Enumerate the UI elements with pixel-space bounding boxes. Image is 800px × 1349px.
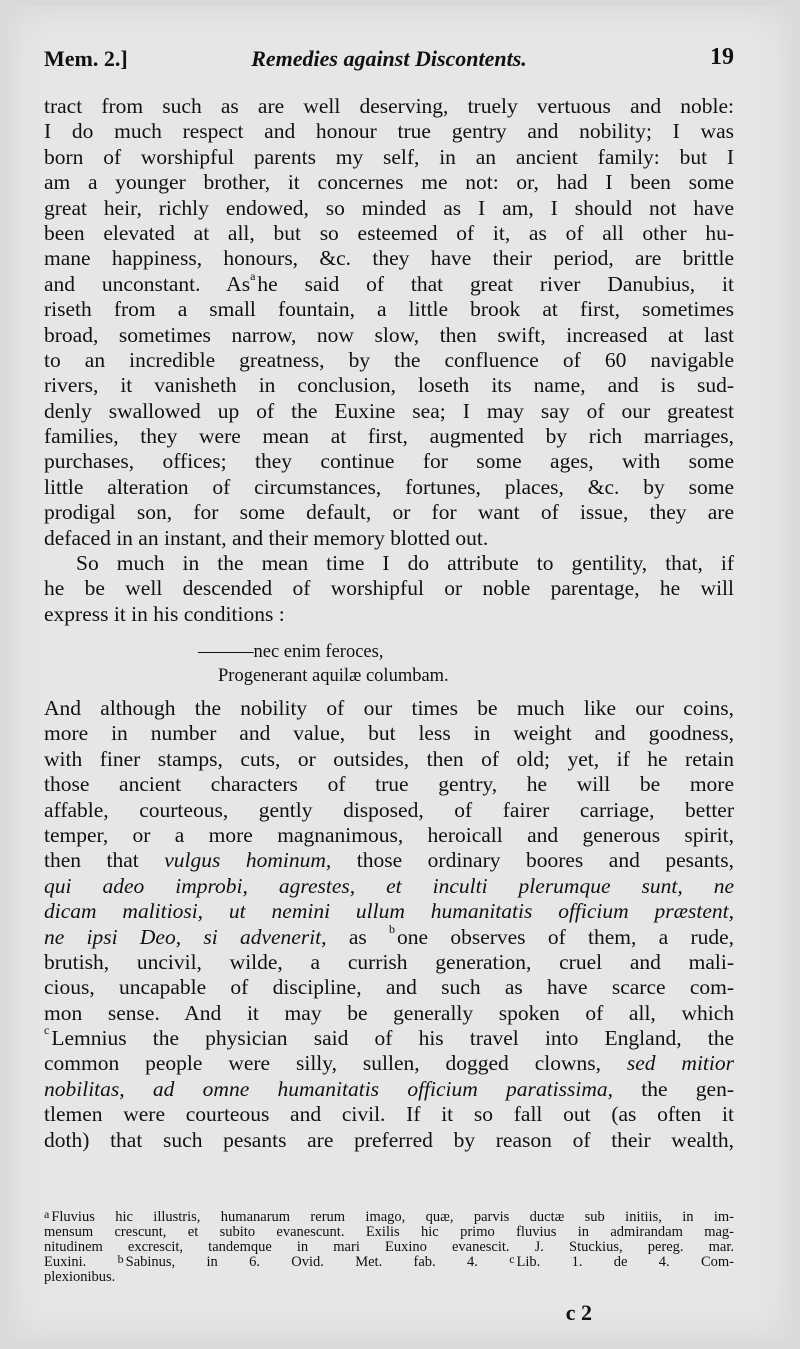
text-fragment: and unconstant.	[44, 271, 201, 296]
text-line: defaced in an instant, and their memory blotted out.	[44, 525, 489, 550]
text-line: temper, or a more magnanimous, heroicall and generous spirit,	[44, 822, 734, 847]
footnote-mark-b: b	[389, 921, 396, 936]
text-line: And although the nobility of our times be much like our coins,	[44, 696, 734, 720]
text-line	[44, 874, 734, 899]
text-line: riseth from a small fountain, a little brook at first, sometimes	[44, 297, 734, 322]
text-fragment: the gen-	[641, 1076, 735, 1101]
text-line: rivers, it vanisheth in conclusion, loseth its name, and is sud-	[44, 373, 734, 398]
text-fragment: Fluvius hic illustris, humanarum rerum imago, quæ, parvis ductæ sub initiis, in im-	[51, 1209, 734, 1225]
text-fragment: as	[348, 924, 367, 949]
latin-phrase: dicam malitiosi, ut nemini ullum humanitatis officium præstent,	[44, 899, 734, 924]
text-line: prodigal son, for some default, or for want of issue, they are	[44, 500, 734, 525]
text-line	[44, 1051, 734, 1076]
latin-phrase: sed mitior	[626, 1051, 734, 1076]
text-line: brutish, uncivil, wilde, a currish generation, cruel and mali-	[44, 949, 734, 974]
text-line: to an incredible greatness, by the confluence of 60 navigable	[44, 347, 734, 372]
footnote-mark-c: c	[509, 1252, 515, 1266]
footnote-mark-b: b	[117, 1252, 124, 1266]
footnote-mark-a: a	[250, 268, 256, 283]
text-fragment: Lemnius the physician said of his travel into England, the	[51, 1026, 734, 1051]
text-line: been elevated at all, but so esteemed of it, as of all other hu-	[44, 220, 734, 245]
text-line: little alteration of circumstances, fortunes, places, &c. by some	[44, 474, 734, 499]
latin-phrase: nobilitas, ad omne humanitatis officium paratissima,	[44, 1076, 613, 1101]
text-line: with finer stamps, cuts, or outsides, then of old; yet, if he retain	[44, 746, 734, 771]
text-line: mane happiness, honours, &c. they have their period, are brittle	[44, 246, 734, 271]
text-fragment: then that	[44, 848, 139, 873]
verse-line: ———nec enim feroces,	[198, 642, 384, 662]
text-fragment: he said of that great river Danubius, it	[257, 271, 734, 296]
page-number: 19	[710, 44, 734, 70]
text-line: more in number and value, but less in weight and goodness,	[44, 721, 734, 746]
text-fragment: As	[226, 271, 251, 296]
text-fragment: Euxini.	[44, 1254, 87, 1270]
latin-phrase: vulgus hominum,	[164, 848, 332, 873]
footnote-line: mensum crescunt, et subito evanescunt. Exilis hic primo fluvius in admirandam mag-	[44, 1224, 734, 1240]
text-line: tlemen were courteous and civil. If it so fall out (as often it	[44, 1102, 734, 1127]
text-fragment: those ordinary boores and pesants,	[356, 848, 734, 873]
text-line: tract from such as are well deserving, truely vertuous and noble:	[44, 94, 734, 118]
text-line: denly swallowed up of the Euxine sea; I may say of our greatest	[44, 398, 734, 423]
text-line: I do much respect and honour true gentry and nobility; I was	[44, 119, 734, 144]
text-line: he be well descended of worshipful or noble parentage, he will	[44, 576, 734, 601]
text-fragment: common people were silly, sullen, dogged clowns,	[44, 1051, 601, 1076]
text-line	[44, 268, 734, 297]
text-fragment: Sabinus, in 6. Ovid. Met. fab. 4.	[125, 1254, 478, 1270]
text-line: families, they were mean at first, augmented by rich marriages,	[44, 424, 734, 449]
text-line: those ancient characters of true gentry, he will be more	[44, 772, 734, 797]
latin-phrase: ne ipsi Deo, si advenerit,	[44, 924, 327, 949]
text-fragment: Lib. 1. de 4. Com-	[516, 1254, 735, 1270]
text-line: doth) that such pesants are preferred by reason of their wealth,	[44, 1127, 734, 1152]
text-line: cious, uncapable of discipline, and such as have scarce com-	[44, 975, 734, 1000]
running-title: Remedies against Discontents.	[251, 46, 527, 71]
text-line	[44, 848, 734, 873]
text-line	[44, 1077, 734, 1102]
text-line	[44, 1023, 734, 1051]
section-label: Mem. 2.]	[44, 46, 128, 71]
footnote-line	[44, 1252, 735, 1270]
text-fragment: one observes of them, a rude,	[397, 924, 735, 949]
text-line: purchases, offices; they continue for some ages, with some	[44, 449, 734, 474]
footnote-line: nitudinem excrescit, tandemque in mari Euxino evanescit. J. Stuckius, pereg. mar.	[44, 1239, 734, 1255]
text-line: So much in the mean time I do attribute to gentility, that, if	[76, 551, 734, 576]
signature-mark: c 2	[565, 1300, 592, 1325]
latin-phrase: qui adeo improbi, agrestes, et inculti plerumque sunt, ne	[44, 873, 734, 898]
text-line	[44, 921, 735, 950]
text-line: express it in his conditions :	[44, 601, 285, 626]
text-line: born of worshipful parents my self, in an ancient family: but I	[44, 144, 734, 169]
text-line: affable, courteous, gently disposed, of fairer carriage, better	[44, 797, 734, 822]
footnote-mark-c: c	[44, 1023, 50, 1038]
text-line: mon sense. And it may be generally spoken of all, which	[44, 1000, 734, 1025]
text-line: am a younger brother, it concernes me not: or, had I been some	[44, 170, 734, 195]
footnote-mark-a: a	[44, 1207, 50, 1221]
footnote-line	[44, 1207, 734, 1225]
text-line: broad, sometimes narrow, now slow, then swift, increased at last	[44, 322, 734, 347]
footnotes	[44, 1207, 735, 1285]
running-header	[44, 46, 734, 76]
footnote-line: plexionibus.	[44, 1269, 116, 1285]
book-page	[8, 6, 792, 1342]
text-line	[44, 899, 734, 924]
verse-line: Progenerant aquilæ columbam.	[218, 666, 449, 686]
main-text	[44, 94, 734, 627]
main-text-continued	[44, 696, 734, 1153]
text-line: great heir, richly endowed, so minded as I am, I should not have	[44, 195, 734, 220]
